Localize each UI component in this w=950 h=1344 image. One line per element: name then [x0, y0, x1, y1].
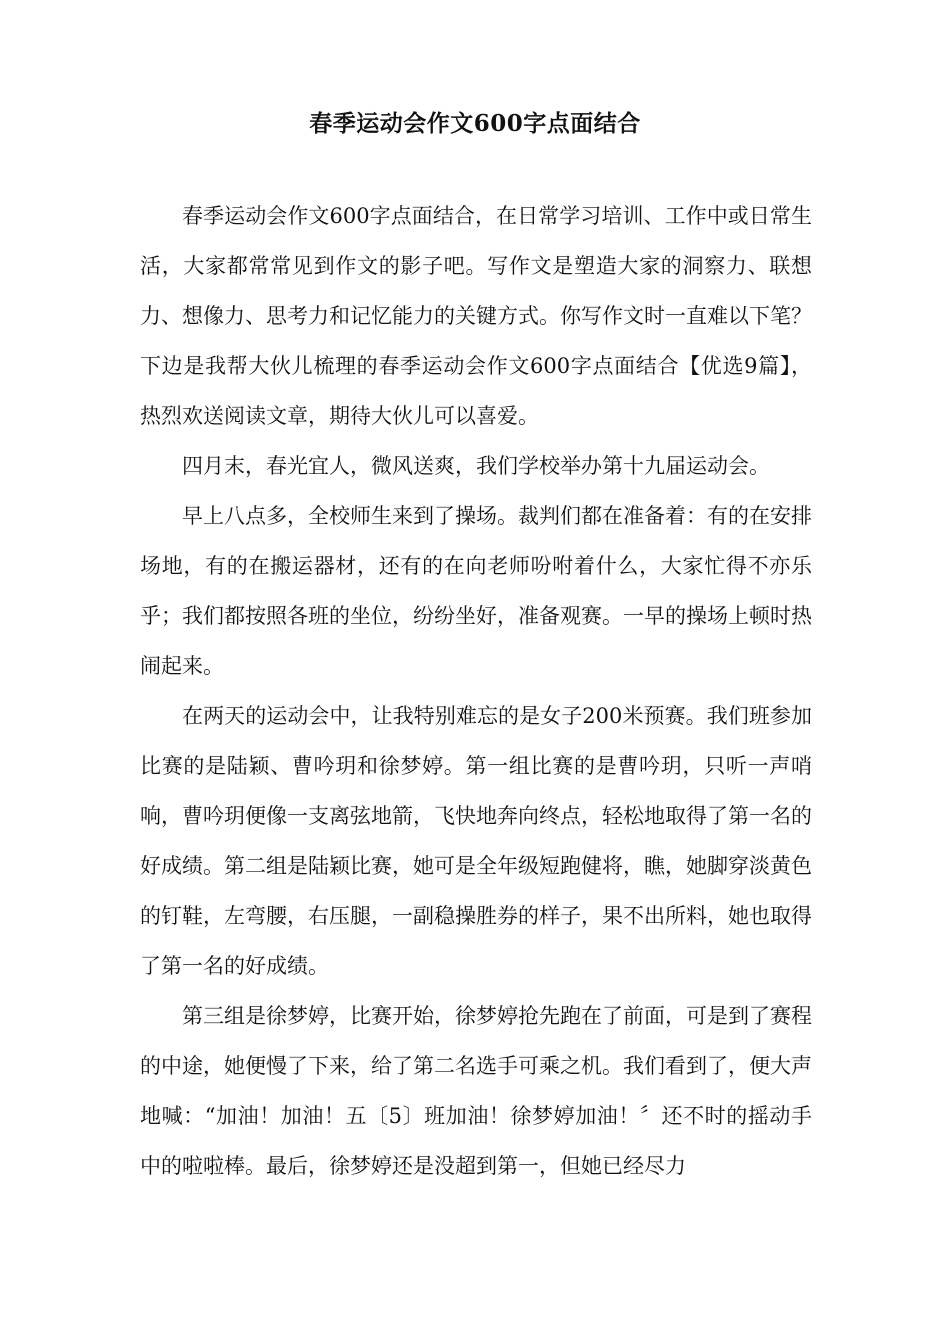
document-title: 春季运动会作文600字点面结合	[309, 110, 641, 137]
document-body	[140, 191, 812, 1191]
paragraph-200m-race: 在两天的运动会中，让我特别难忘的是女子200米预赛。我们班参加比赛的是陆颖、曹吟玥和徐梦婷。第一组比赛的是曹吟玥，只听一声哨响，曹吟玥便像一支离弦地箭，飞快地奔向终点，轻松地取得了第一名的好成绩。第二组是陆颖比赛，她可是全年级短跑健将，瞧，她脚穿淡黄色的钉鞋，左弯腰，右压腿，一副稳操胜券的样子，果不出所料，她也取得了第一名的好成绩。	[140, 704, 812, 978]
paragraph-third-group: 第三组是徐梦婷，比赛开始，徐梦婷抢先跑在了前面，可是到了赛程的中途，她便慢了下来，给了第二名选手可乘之机。我们看到了，便大声地喊：“加油！加油！五〔5〕班加油！徐梦婷加油！〞还不时的摇动手中的啦啦棒。最后，徐梦婷还是没超到第一，但她已经尽力	[140, 1004, 812, 1178]
paragraph-intro: 春季运动会作文600字点面结合，在日常学习培训、工作中或日常生活，大家都常常见到作文的影子吧。写作文是塑造大家的洞察力、联想力、想像力、思考力和记忆能力的关键方式。你写作文时一直难以下笔？下边是我帮大伙儿梳理的春季运动会作文600字点面结合【优选9篇】，热烈欢送阅读文章，期待大伙儿可以喜爱。	[140, 204, 812, 428]
paragraph-setting: 四月末，春光宜人，微风送爽，我们学校举办第十九届运动会。	[182, 454, 770, 478]
paragraph-morning: 早上八点多，全校师生来到了操场。裁判们都在准备着：有的在安排场地，有的在搬运器材，还有的在向老师吩咐着什么，大家忙得不亦乐乎；我们都按照各班的坐位，纷纷坐好，准备观赛。一早的操场上顿时热闹起来。	[140, 504, 812, 678]
